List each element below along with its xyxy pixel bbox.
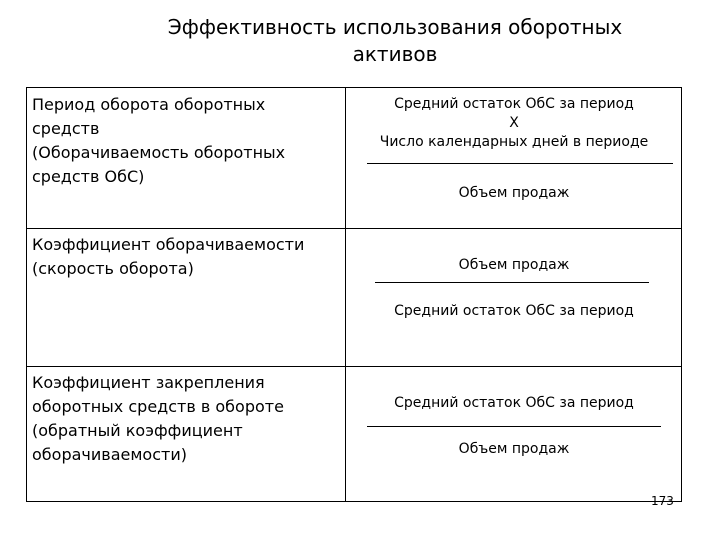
row-2-numerator	[346, 256, 682, 275]
row-1-numerator	[346, 95, 682, 152]
label-line: оборачиваемости)	[32, 445, 187, 464]
row-3-label	[32, 371, 337, 467]
label-line: Коэффициент оборачиваемости	[32, 235, 305, 254]
page-number: 173	[651, 494, 674, 508]
title-line-1: Эффективность использования оборотных	[167, 15, 623, 39]
formula-table	[26, 87, 682, 502]
label-line: Коэффициент закрепления	[32, 373, 265, 392]
label-line: (скорость оборота)	[32, 259, 194, 278]
row-2-denominator: Средний остаток ОбС за период	[394, 303, 634, 319]
numerator-line: X	[509, 115, 519, 131]
label-line: Период оборота оборотных	[32, 95, 266, 114]
label-line: оборотных средств в обороте	[32, 397, 284, 416]
row-2-label	[32, 233, 337, 281]
numerator-line: Число календарных дней в периоде	[379, 134, 649, 150]
row-divider-2	[27, 366, 681, 367]
slide-title	[100, 14, 690, 68]
row-3-denominator: Объем продаж	[458, 441, 570, 457]
row-3-numerator	[346, 394, 682, 413]
label-line: средств ОбС)	[32, 167, 145, 186]
row-2-fraction-bar	[375, 282, 649, 283]
row-divider-1	[27, 228, 681, 229]
row-3-fraction-bar	[367, 426, 661, 427]
row-1-fraction-bar	[367, 163, 673, 164]
row-1-label	[32, 93, 337, 189]
label-line: (Оборачиваемость оборотных	[32, 143, 286, 162]
row-1-denominator: Объем продаж	[458, 185, 570, 201]
label-line: (обратный коэффициент	[32, 421, 243, 440]
label-line: средств	[32, 119, 100, 138]
numerator-line: Средний остаток ОбС за период	[394, 395, 634, 411]
numerator-line: Объем продаж	[458, 257, 570, 273]
numerator-line: Средний остаток ОбС за период	[394, 96, 634, 112]
title-line-2: активов	[352, 42, 438, 66]
